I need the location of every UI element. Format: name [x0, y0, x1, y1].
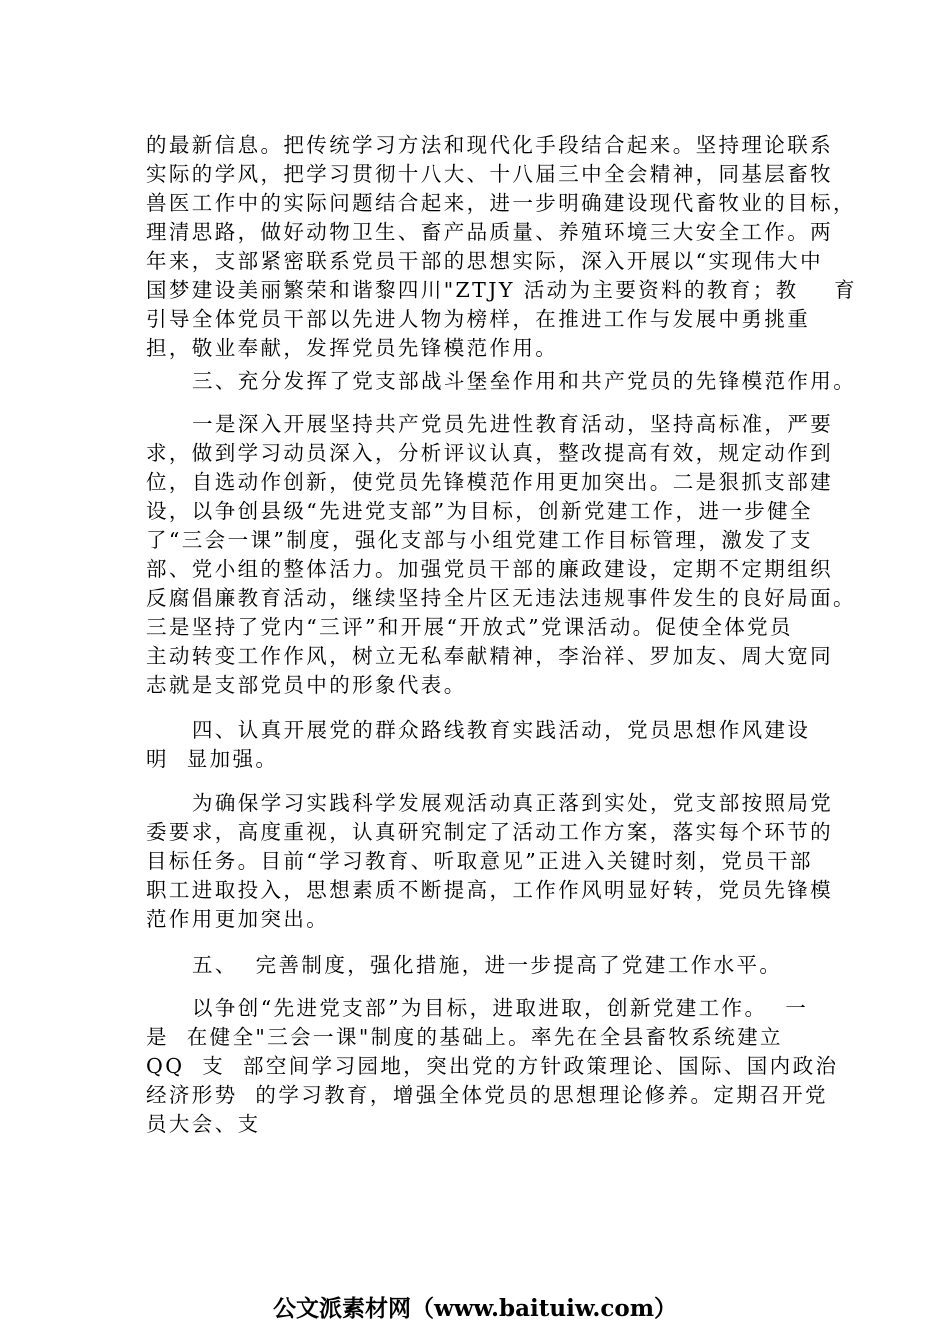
body-line: 以争创“先进党支部”为目标，进取进取，创新党建工作。 一: [192, 996, 809, 1020]
body-line: 职工进取投入，思想素质不断提高，工作作风明显好转，党员先锋模: [146, 878, 833, 902]
body-line: 国梦建设美丽繁荣和谐黎四川"ZTJY 活动为主要资料的教育；教 育: [146, 278, 858, 302]
section-heading-4-cont: 明 显加强。: [146, 747, 279, 771]
body-line: 志就是支部党员中的形象代表。: [146, 673, 467, 697]
body-line: 经济形势 的学习教育，增强全体党员的思想理论修养。定期召开党: [146, 1083, 828, 1107]
body-line: 年来，支部紧密联系党员干部的思想实际，深入开展以“实现伟大中: [146, 249, 823, 273]
body-line: 主动转变工作作风，树立无私奉献精神，李治祥、罗加友、周大宽同: [146, 644, 833, 668]
body-line: 实际的学风，把学习贯彻十八大、十八届三中全会精神，同基层畜牧: [146, 162, 833, 186]
body-line: 理清思路，做好动物卫生、畜产品质量、养殖环境三大安全工作。两: [146, 220, 833, 244]
body-line: 三是坚持了党内“三评”和开展“开放式”党课活动。促使全体党员: [146, 615, 793, 639]
body-line: 范作用更加突出。: [146, 907, 330, 931]
body-line: QQ 支 部空间学习园地，突出党的方针政策理论、国际、国内政治: [146, 1054, 839, 1078]
body-line: 的最新信息。把传统学习方法和现代化手段结合起来。坚持理论联系: [146, 133, 833, 157]
body-line: 兽医工作中的实际问题结合起来，进一步明确建设现代畜牧业的目标，: [146, 191, 856, 215]
body-line: 求，做到学习动员深入，分析评议认真，整改提高有效，规定动作到: [146, 441, 833, 465]
body-line: 担，敬业奉献，发挥党员先锋模范作用。: [146, 336, 559, 360]
body-line: 了“三会一课”制度，强化支部与小组党建工作目标管理，激发了支: [146, 528, 813, 552]
body-line: 委要求，高度重视，认真研究制定了活动工作方案，落实每个环节的: [146, 820, 833, 844]
body-line: 员大会、支: [146, 1112, 261, 1136]
body-line: 为确保学习实践科学发展观活动真正落到实处，党支部按照局党: [192, 791, 834, 815]
body-line: 部、党小组的整体活力。加强党员干部的廉政建设，定期不定期组织: [146, 557, 833, 581]
section-heading-5: 五、 完善制度，强化措施，进一步提高了党建工作水平。: [192, 953, 783, 977]
body-line: 反腐倡廉教育活动，继续坚持全片区无违法违规事件发生的良好局面。: [146, 586, 856, 610]
footer-watermark: 公文派素材网（www.baituiw.com）: [272, 1295, 678, 1322]
section-heading-4: 四、认真开展党的群众路线教育实践活动，党员思想作风建设: [192, 718, 811, 742]
body-line: 位，自选动作创新，使党员先锋模范作用更加突出。二是狠抓支部建: [146, 470, 833, 494]
body-line: 目标任务。目前“学习教育、听取意见”正进入关键时刻，党员干部: [146, 849, 813, 873]
body-line: 引导全体党员干部以先进人物为榜样，在推进工作与发展中勇挑重: [146, 307, 811, 331]
section-heading-3: 三、充分发挥了党支部战斗堡垒作用和共产党员的先锋模范作用。: [192, 369, 857, 393]
body-line: 是 在健全"三会一课"制度的基础上。率先在全县畜牧系统建立: [146, 1025, 783, 1049]
body-line: 设，以争创县级“先进党支部”为目标，创新党建工作，进一步健全: [146, 499, 813, 523]
body-line: 一是深入开展坚持共产党员先进性教育活动，坚持高标准，严要: [192, 412, 834, 436]
